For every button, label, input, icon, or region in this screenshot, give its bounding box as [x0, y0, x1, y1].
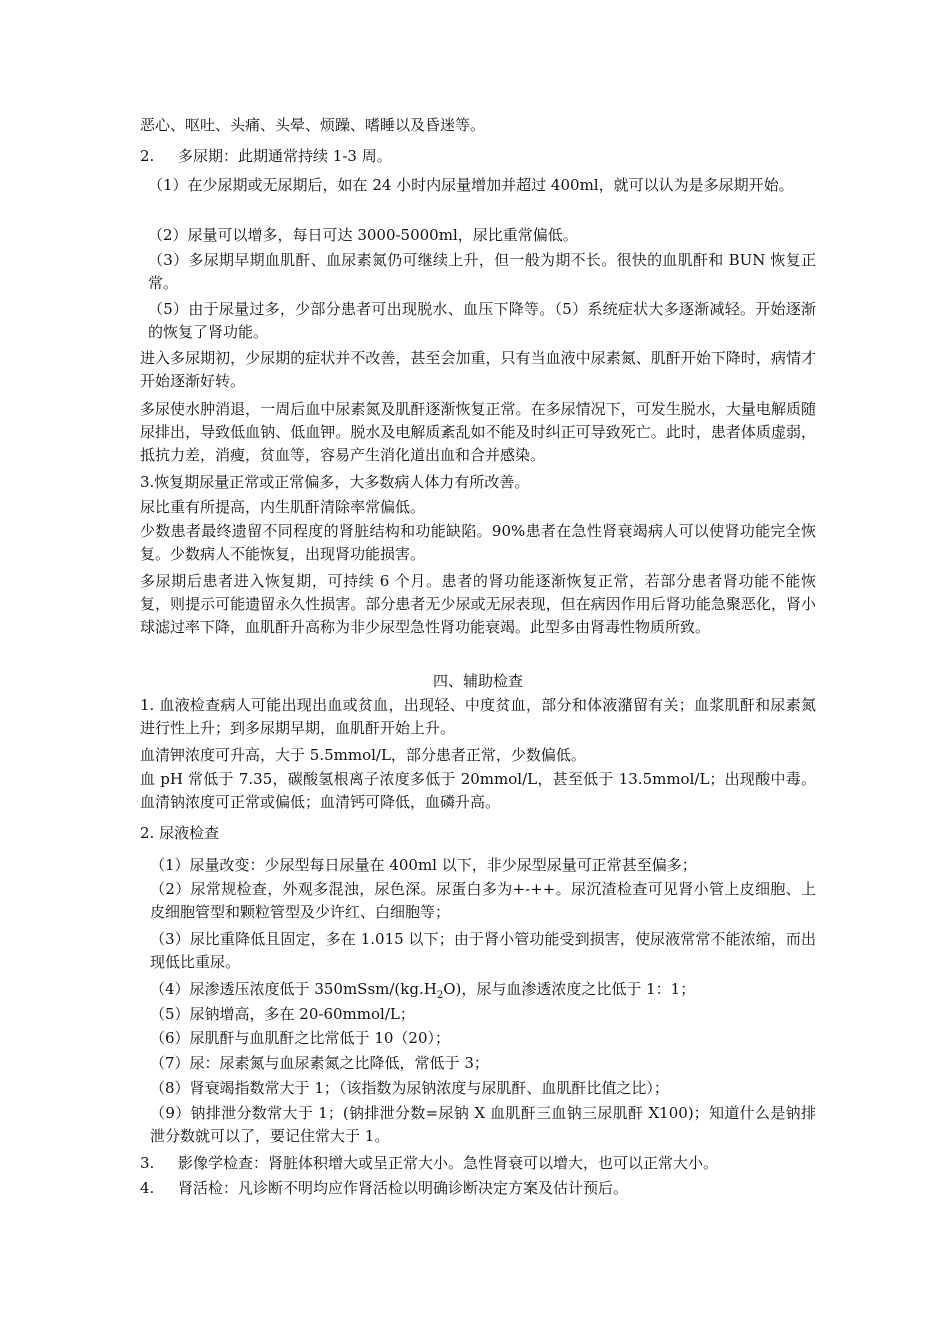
- list-item: （7）尿：尿素氮与血尿素氮之比降低，常低于 3；: [150, 1054, 489, 1072]
- paragraph: 恶心、呕吐、头痛、头晕、烦躁、嗜睡以及昏迷等。: [140, 116, 486, 134]
- list-item: （5）由于尿量过多，少部分患者可出现脱水、血压下降等。（5）系统症状大多逐渐减轻。开始逐渐的恢复了肾功能。: [148, 300, 816, 341]
- list-item: （3）多尿期早期血肌酐、血尿素氮仍可继续上升，但一般为期不长。很快的血肌酐和 BUN 恢复正常。: [148, 251, 816, 292]
- item-number: 3.: [140, 1154, 155, 1172]
- numbered-item-imaging: [140, 1152, 816, 1175]
- list-item: （8）肾衰竭指数常大于 1；（该指数为尿钠浓度与尿肌酐、血肌酐比值之比）；: [150, 1079, 669, 1097]
- paragraph: 3.恢复期尿量正常或正常偏多，大多数病人体力有所改善。: [140, 473, 530, 491]
- list-item: [150, 978, 816, 1001]
- list-item: （1）尿量改变：少尿型每日尿量在 400ml 以下，非少尿型尿量可正常甚至偏多；: [150, 856, 697, 874]
- paragraph: 肾活检：凡诊断不明均应作肾活检以明确诊断决定方案及估计预后。: [178, 1179, 629, 1197]
- list-item: （6）尿肌酐与血肌酐之比常低于 10（20）；: [150, 1029, 450, 1047]
- paragraph: 多尿期：此期通常持续 1-3 周。: [178, 147, 392, 165]
- paragraph: 血 pH 常低于 7.35，碳酸氢根离子浓度多低于 20mmol/L，甚至低于 13.5mmol/L；出现酸中毒。血清钠浓度可正常或偏低；血清钙可降低，血磷升高。: [140, 770, 816, 811]
- list-item: （2）尿量可以增多，每日可达 3000-5000ml，尿比重常偏低。: [148, 226, 578, 244]
- subheading-urine-test: 2. 尿液检查: [140, 824, 220, 842]
- paragraph: 多尿期后患者进入恢复期，可持续 6 个月。患者的肾功能逐渐恢复正常，若部分患者肾功能不能恢复，则提示可能遗留永久性损害。部分患者无少尿或无尿表现，但在病因作用后肾功能急聚恶化，肾小球滤过率下降，血肌酐升高称为非少尿型急性肾功能衰竭。此型多由肾毒性物质所致。: [140, 572, 816, 636]
- text-fragment: （4）尿渗透压浓度低于 350mSsm/(kg.H: [150, 980, 437, 998]
- text-fragment: O)，尿与血渗透浓度之比低于 1：1；: [443, 980, 696, 998]
- list-item: （9）钠排泄分数常大于 1；(钠排泄分数=尿钠 X 血肌酐三血钠三尿肌酐 X100)；知道什么是钠排泄分数就可以了，要记住常大于 1。: [150, 1104, 816, 1145]
- paragraph: 影像学检查：肾脏体积增大或呈正常大小。急性肾衰可以增大，也可以正常大小。: [178, 1154, 719, 1172]
- list-item: （1）在少尿期或无尿期后，如在 24 小时内尿量增加并超过 400ml，就可以认为是多尿期开始。: [148, 176, 794, 194]
- list-item: （2）尿常规检查，外观多混浊，尿色深。尿蛋白多为+-++。尿沉渣检查可见肾小管上皮细胞、上皮细胞管型和颗粒管型及少许红、白细胞等；: [150, 880, 816, 921]
- numbered-item-biopsy: [140, 1177, 816, 1200]
- list-item: （5）尿钠增高，多在 20-60mmol/L；: [150, 1005, 415, 1023]
- paragraph: 尿比重有所提高，内生肌酐清除率常偏低。: [140, 498, 426, 516]
- paragraph: 多尿使水肿消退，一周后血中尿素氮及肌酐逐渐恢复正常。在多尿情况下，可发生脱水，大量电解质随尿排出，导致低血钠、低血钾。脱水及电解质紊乱如不能及时纠正可导致死亡。此时，患者体质虚弱，抵抗力差，消瘦，贫血等，容易产生消化道出血和合并感染。: [140, 400, 816, 464]
- paragraph: 少数患者最终遗留不同程度的肾脏结构和功能缺陷。90%患者在急性肾衰竭病人可以使肾功能完全恢复。少数病人不能恢复，出现肾功能损害。: [140, 522, 816, 563]
- paragraph: 1. 血液检查病人可能出现出血或贫血，出现轻、中度贫血，部分和体液潴留有关；血浆肌酐和尿素氮进行性上升；到多尿期早期，血肌酐开始上升。: [140, 696, 816, 737]
- item-number: 4.: [140, 1179, 155, 1197]
- paragraph: 血清钾浓度可升高，大于 5.5mmol/L，部分患者正常，少数偏低。: [140, 746, 586, 764]
- paragraph: 进入多尿期初，少尿期的症状并不改善，甚至会加重，只有当血液中尿素氮、肌酐开始下降时，病情才开始逐渐好转。: [140, 349, 816, 390]
- section-heading: 四、辅助检查: [432, 672, 523, 690]
- subscript: 2: [436, 990, 444, 1001]
- list-item: （3）尿比重降低且固定，多在 1.015 以下；由于肾小管功能受到损害，使尿液常常不能浓缩，而出现低比重尿。: [150, 930, 816, 971]
- numbered-heading-polyuria: [140, 145, 816, 168]
- item-number: 2.: [140, 147, 155, 165]
